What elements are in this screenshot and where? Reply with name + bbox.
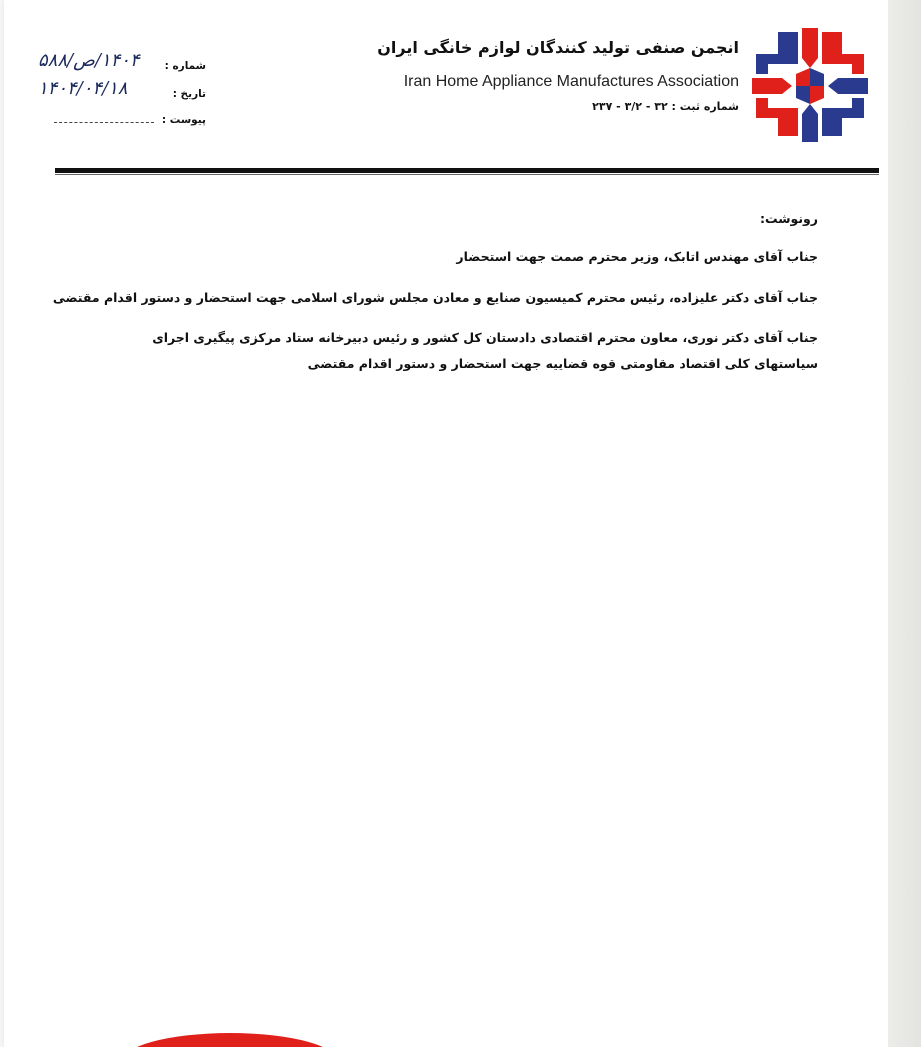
attachment-label: پیوست :: [161, 114, 206, 126]
attachment-blank-line: [54, 112, 154, 123]
letter-meta: [36, 50, 206, 134]
letter-number-row: [36, 50, 206, 78]
letter-sheet: [4, 0, 888, 1047]
cc-item: جناب آقای دکتر علیزاده، رئیس محترم کمیسیون صنایع و معادن مجلس شورای اسلامی جهت استحضار و دستور اقدام مقتضی: [52, 290, 818, 305]
cc-item: جناب آقای مهندس اتابک، وزیر محترم صمت جهت استحضار: [456, 249, 818, 264]
header-divider-thin: [55, 174, 879, 175]
org-name-persian: انجمن صنفی تولید کنندگان لوازم خانگی ایران: [377, 38, 739, 57]
cc-item: جناب آقای دکتر نوری، معاون محترم اقتصادی دادستان کل کشور و رئیس دبیرخانه ستاد مرکزی پیگیری اجرای سیاستهای کلی اقتصاد مقاومتی قوه قضاییه جهت استحضار و دستور اقدام مقتضی: [152, 330, 818, 371]
letter-number-value: ۱۴۰۴/ص/۵۸۸: [38, 50, 140, 71]
registration-number: شماره ثبت : ۳۲ - ۳/۲ - ۲۳۷: [592, 100, 739, 113]
header-divider: [55, 168, 879, 173]
cc-heading: رونوشت:: [759, 211, 818, 226]
attachment-row: [36, 106, 206, 134]
letter-number-label: شماره :: [164, 60, 206, 72]
page-edge-shadow: [888, 0, 921, 1047]
association-logo-icon: [748, 24, 872, 144]
letter-date-label: تاریخ :: [172, 88, 206, 100]
org-name-english: Iran Home Appliance Manufactures Association: [403, 73, 739, 90]
letter-date-value: ۱۴۰۴/۰۴/۱۸: [38, 78, 128, 99]
letter-date-row: [36, 78, 206, 106]
